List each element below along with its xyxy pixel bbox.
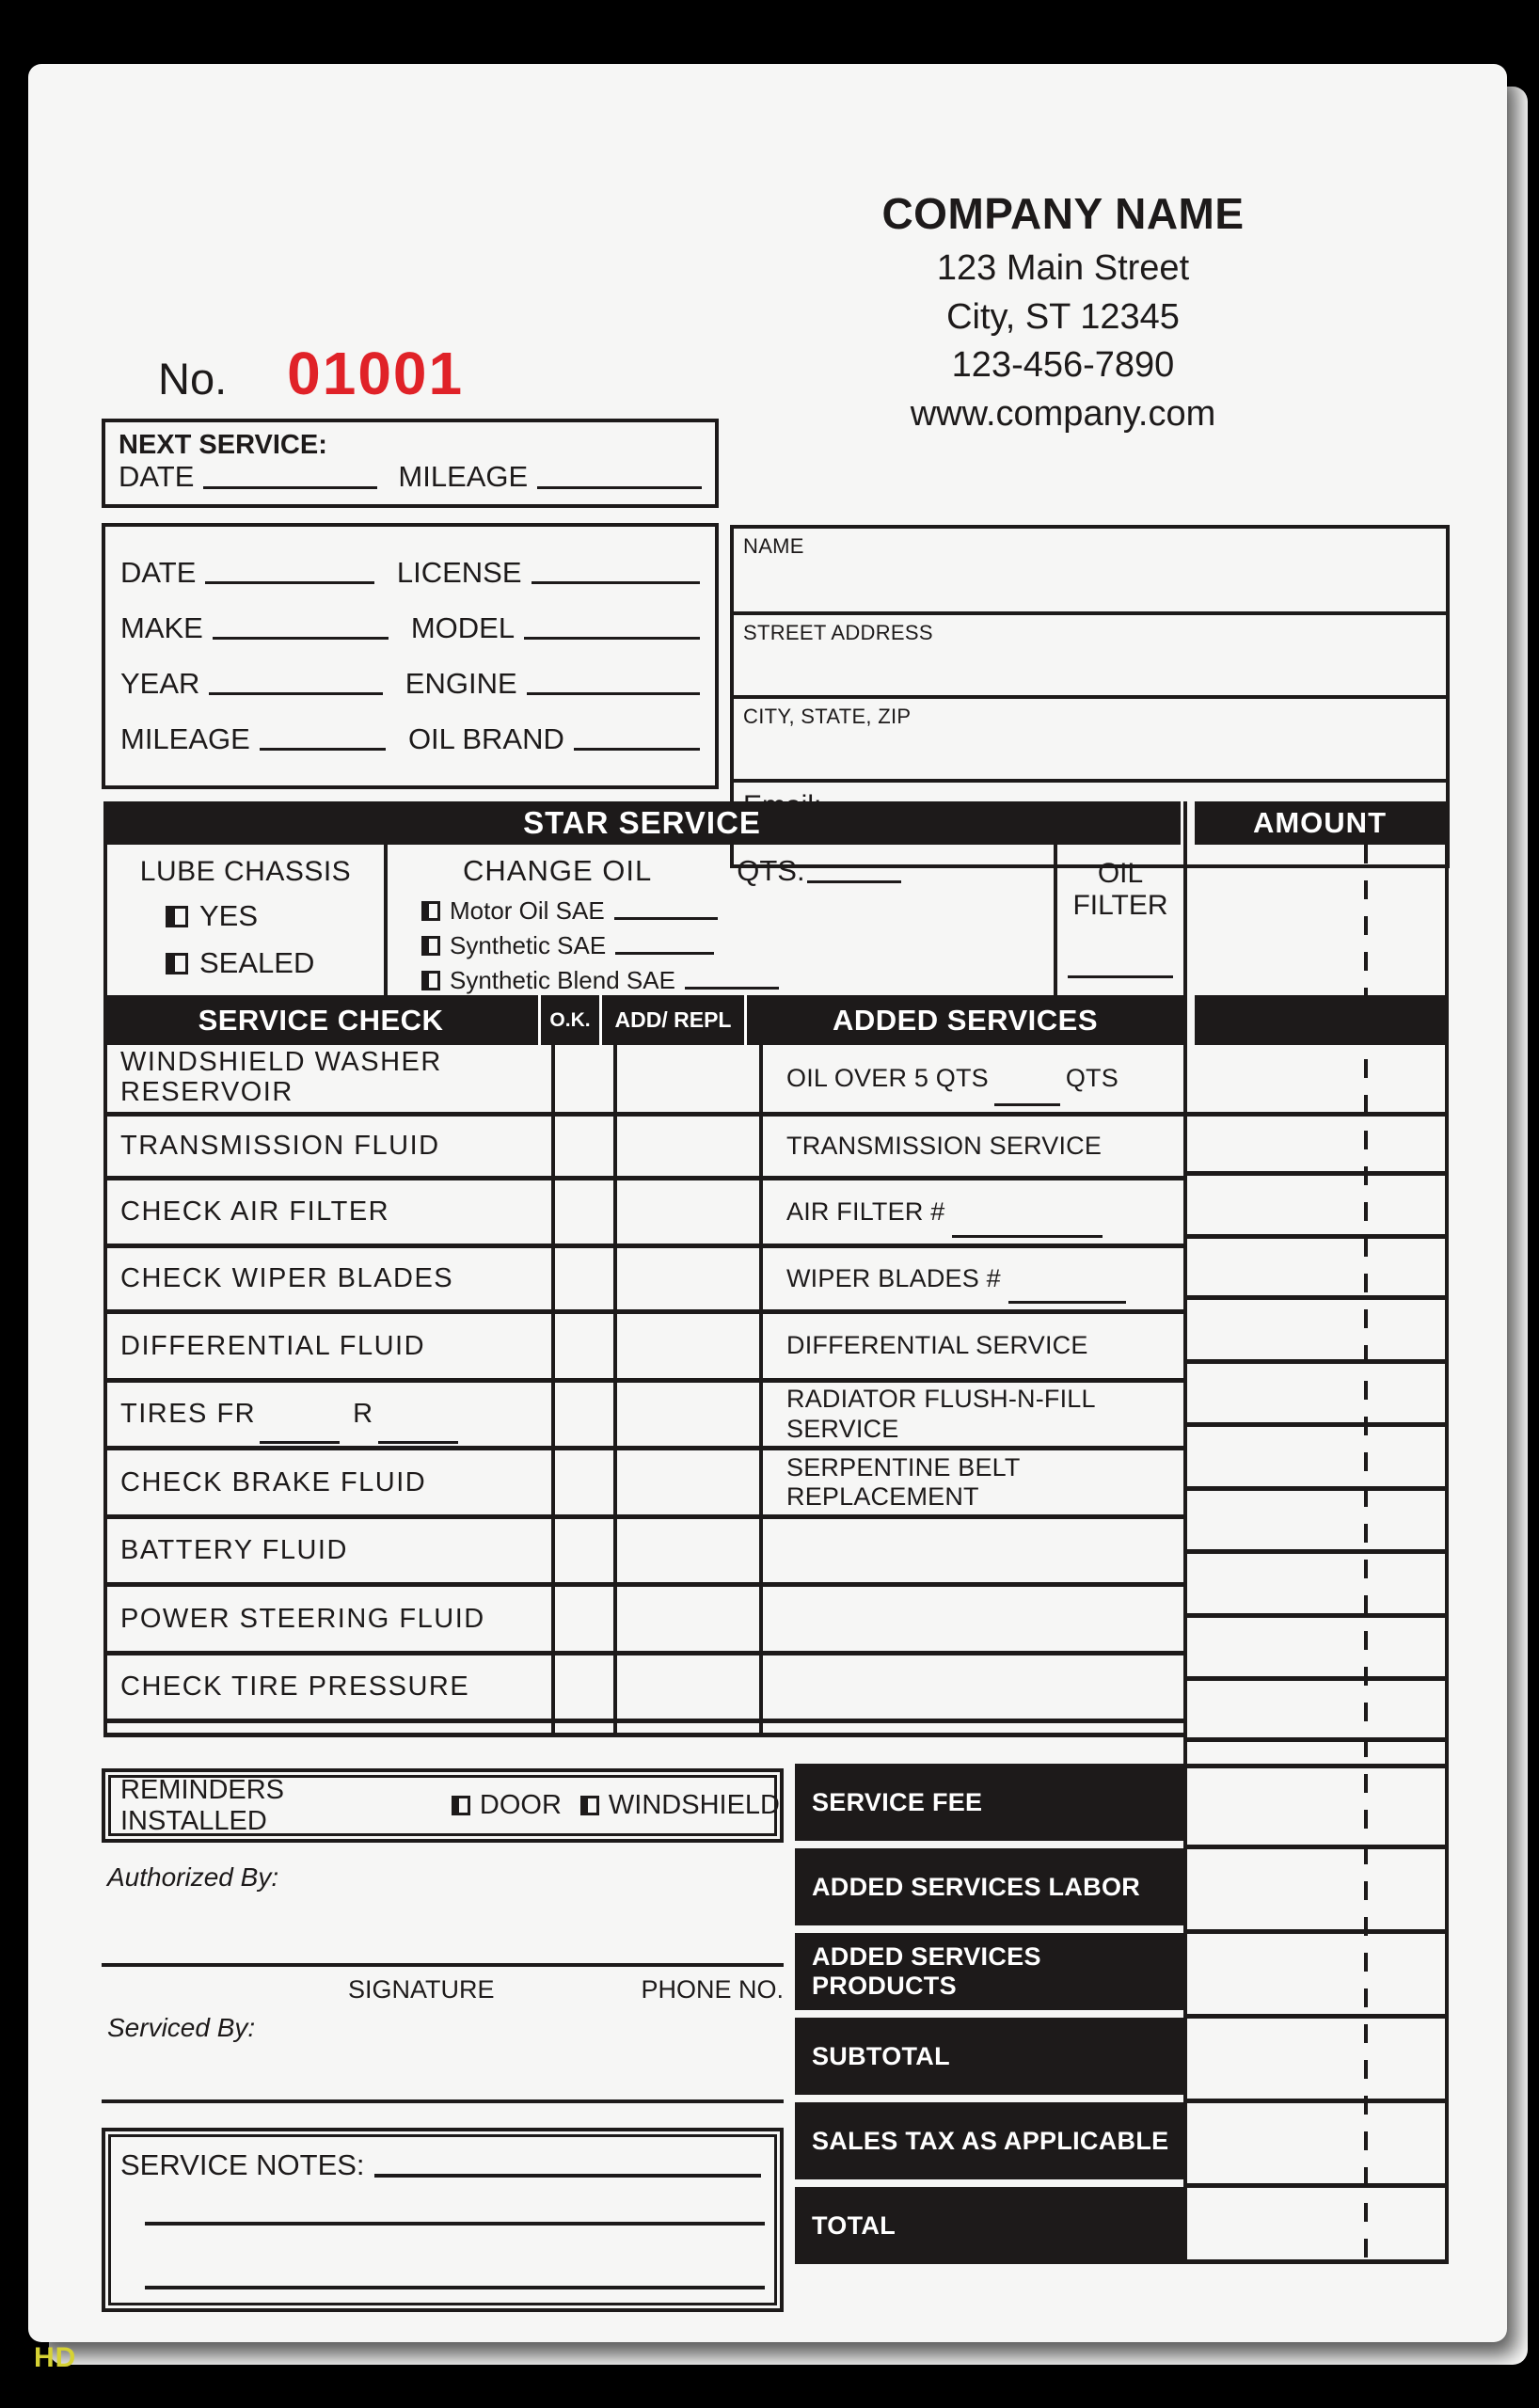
table-row [107,1383,1183,1450]
synthetic-blend-label: Synthetic Blend SAE [450,966,675,995]
change-oil-title: CHANGE OIL [463,854,653,887]
divider [1187,1112,1445,1117]
added-service-label: RADIATOR FLUSH-N-FILL SERVICE [759,1383,1183,1446]
ok-cell[interactable] [551,1117,613,1176]
air-filter-line[interactable] [952,1235,1103,1238]
motor-oil-line[interactable] [614,917,718,920]
ok-cell[interactable] [551,1383,613,1446]
oil-filter-line[interactable] [1068,975,1173,978]
added-service-label: TRANSMISSION SERVICE [759,1117,1183,1176]
qts-label: QTS. [737,854,805,887]
vehicle-make-line[interactable] [213,637,389,640]
oil-over-label: OIL OVER 5 QTS [786,1063,989,1092]
service-notes-row [105,2131,780,2181]
service-check-header [103,995,1183,1045]
door-label: DOOR [479,1790,562,1820]
check-item-label: CHECK WIPER BLADES [120,1263,454,1294]
vehicle-row [120,721,700,755]
checkbox-icon[interactable] [421,901,440,921]
vehicle-model-line[interactable] [524,637,700,640]
next-service-date-line[interactable] [203,486,377,489]
checkbox-icon[interactable] [166,953,188,974]
table-row [107,1450,1183,1519]
customer-street-box[interactable] [730,611,1450,699]
synthetic-option[interactable] [421,930,1054,959]
signature-line[interactable] [102,1963,784,1967]
company-header [677,188,1449,439]
ok-cell[interactable] [551,1450,613,1514]
added-service-label [759,1180,1183,1244]
table-row [107,1587,1183,1656]
checkbox-icon[interactable] [452,1796,470,1815]
check-item-label: TRANSMISSION FLUID [120,1131,440,1162]
table-row [107,1117,1183,1180]
table-row [107,1045,1183,1117]
total-row-added-services-labor [795,1848,1183,1925]
next-service-box [102,419,719,508]
tires-fr-line[interactable] [260,1441,340,1444]
ok-cell[interactable] [551,1248,613,1309]
change-oil-title-row [388,856,1054,887]
ok-cell[interactable] [551,1180,613,1244]
add-repl-cell[interactable] [613,1519,759,1582]
synthetic-blend-option[interactable] [421,968,1054,993]
total-label: ADDED SERVICES PRODUCTS [812,1942,1041,2000]
add-repl-cell[interactable] [613,1117,759,1176]
serviced-by-line[interactable] [102,2099,784,2103]
checkbox-icon[interactable] [166,906,188,927]
check-item-label: CHECK BRAKE FLUID [120,1466,427,1497]
synthetic-blend-line[interactable] [685,987,779,990]
total-row-sales-tax [795,2102,1183,2179]
vehicle-mileage-label: MILEAGE [120,721,250,755]
customer-city-box[interactable] [730,695,1450,783]
wiper-blades-line[interactable] [1008,1301,1126,1304]
added-service-label [759,1656,1183,1719]
divider [1187,2183,1445,2188]
check-item-label: POWER STEERING FLUID [120,1603,485,1634]
checkbox-icon[interactable] [421,971,440,990]
check-item-label: BATTERY FLUID [120,1535,348,1566]
vehicle-engine-label: ENGINE [405,666,517,700]
add-repl-cell[interactable] [613,1656,759,1719]
star-service-title: STAR SERVICE [523,805,761,840]
lube-sealed-option[interactable] [166,946,384,980]
total-row-added-services-products [795,1933,1183,2010]
vehicle-date-line[interactable] [205,581,373,584]
divider [1187,1171,1445,1176]
added-service-label [759,1587,1183,1651]
customer-name-label: NAME [743,534,804,558]
divider [1187,1359,1445,1364]
check-item-label: DIFFERENTIAL FLUID [120,1330,426,1361]
tires-fr-label: TIRES FR [120,1399,257,1430]
phone-no-caption: PHONE NO. [641,1975,784,2004]
star-service-header [103,801,1181,845]
oil-filter-title: OIL FILTER [1072,858,1168,921]
add-repl-cell[interactable] [613,1045,759,1112]
oil-over-qts-label: QTS [1065,1063,1119,1092]
divider [1187,1422,1445,1427]
divider [1187,1549,1445,1554]
check-item-label: CHECK AIR FILTER [120,1196,390,1228]
synthetic-line[interactable] [615,952,714,955]
synthetic-label: Synthetic SAE [450,930,607,959]
checkbox-icon[interactable] [421,936,440,956]
motor-oil-option[interactable] [421,895,1054,925]
tires-r-line[interactable] [378,1441,458,1444]
next-service-date-label: DATE [119,460,195,494]
customer-city-label: CITY, STATE, ZIP [743,705,912,728]
signature-caption: SIGNATURE [348,1975,495,2004]
check-item-label: CHECK TIRE PRESSURE [120,1671,470,1703]
check-item-label [107,1723,551,1733]
company-city: City, ST 12345 [946,296,1180,337]
vehicle-row [120,666,700,700]
added-service-label [759,1045,1183,1112]
add-repl-cell[interactable] [613,1180,759,1244]
amount-column [1183,801,1449,2264]
company-phone: 123-456-7890 [951,345,1175,386]
air-filter-label: AIR FILTER # [786,1196,945,1226]
company-website: www.company.com [910,394,1216,435]
added-service-label [759,1248,1183,1309]
signature-caption-row [102,1975,784,2004]
next-service-row [119,462,702,493]
divider [1187,2014,1445,2019]
check-item-label [107,1383,551,1446]
amount-header-label: AMOUNT [1252,806,1388,839]
change-oil-cell [384,845,1054,995]
form-number-value: 01001 [287,340,465,407]
ok-header: O.K. [549,1008,591,1031]
reminders-box [102,1768,784,1843]
divider [1187,1295,1445,1300]
add-repl-cell[interactable] [613,1383,759,1446]
wiper-blades-label: WIPER BLADES # [786,1263,1001,1292]
total-row-subtotal [795,2018,1183,2095]
oil-filter-cell [1054,845,1183,995]
vehicle-mileage-line[interactable] [260,748,386,751]
divider [1187,1486,1445,1491]
vehicle-date-label: DATE [120,555,197,589]
ok-cell[interactable] [551,1656,613,1719]
vehicle-row [120,555,700,589]
form-number-label: No. [158,354,228,404]
added-service-label [759,1450,1183,1514]
lube-chassis-cell [107,845,384,995]
serviced-by-label: Serviced By: [107,2013,256,2042]
vehicle-license-line[interactable] [532,581,700,584]
added-services-header: ADDED SERVICES [832,1003,1099,1037]
divider [1187,1764,1445,1768]
ok-cell[interactable] [551,1045,613,1112]
company-name: COMPANY NAME [881,189,1245,238]
total-row-service-fee [795,1764,1183,1841]
lube-sealed-label: SEALED [199,946,315,979]
total-label: TOTAL [812,2210,896,2240]
service-check-table [103,1045,1183,1737]
added-service-label: DIFFERENTIAL SERVICE [759,1314,1183,1378]
customer-name-box[interactable] [730,525,1450,615]
ok-cell[interactable] [551,1587,613,1651]
ok-header-cell [538,995,599,1045]
divider [1187,1613,1445,1618]
next-service-mileage-label: MILEAGE [398,460,529,494]
vehicle-model-label: MODEL [410,610,516,644]
added-services-header-cell [744,995,1183,1045]
authorized-by-label: Authorized By: [107,1862,279,1892]
checkbox-icon[interactable] [580,1796,599,1815]
table-row [107,1723,1183,1737]
service-notes-label: SERVICE NOTES: [120,2148,365,2181]
table-row [107,1656,1183,1723]
divider [1187,1676,1445,1681]
reminders-label: REMINDERS INSTALLED [120,1774,285,1836]
next-service-title: NEXT SERVICE: [119,430,327,460]
amount-subheader-block [1195,995,1445,1045]
form-number [158,339,464,408]
total-label: ADDED SERVICES LABOR [812,1872,1141,1901]
vehicle-make-label: MAKE [120,610,203,644]
tires-r-label: R [353,1399,374,1430]
service-check-title: SERVICE CHECK [198,1003,444,1037]
windshield-label: WINDSHIELD [608,1790,780,1820]
vehicle-year-label: YEAR [120,666,200,700]
ok-cell[interactable] [551,1519,613,1582]
added-service-label [759,1723,1183,1733]
divider [1187,1845,1445,1849]
service-check-title-cell [103,995,538,1045]
hd-watermark: HD [34,2342,77,2373]
table-row [107,1180,1183,1248]
ok-cell[interactable] [551,1723,613,1733]
divider [1187,1737,1445,1742]
vehicle-license-label: LICENSE [396,555,522,589]
lube-yes-label: YES [199,899,259,932]
total-label: SALES TAX AS APPLICABLE [812,2126,1169,2155]
table-row [107,1314,1183,1383]
vehicle-oil-brand-label: OIL BRAND [407,721,564,755]
vehicle-year-line[interactable] [209,692,382,695]
qts-line[interactable] [807,880,901,883]
oil-over-line[interactable] [994,1103,1060,1106]
lube-yes-option[interactable] [166,899,384,933]
vehicle-oil-brand-line[interactable] [574,748,700,751]
table-row [107,1519,1183,1587]
total-label: SUBTOTAL [812,2041,950,2070]
added-service-label [759,1519,1183,1582]
divider [1187,1234,1445,1239]
next-service-mileage-line[interactable] [537,486,702,489]
add-repl-cell[interactable] [613,1248,759,1309]
service-notes-box [102,2128,784,2312]
total-label: SERVICE FEE [812,1787,983,1816]
total-row-total [795,2187,1183,2264]
amount-header [1195,801,1445,845]
divider [1187,2099,1445,2103]
motor-oil-label: Motor Oil SAE [450,895,605,925]
lube-chassis-title: LUBE CHASSIS [139,856,352,887]
add-repl-cell[interactable] [613,1450,759,1514]
add-repl-cell[interactable] [613,1587,759,1651]
customer-street-label: STREET ADDRESS [743,621,933,644]
service-notes-line-3[interactable] [145,2286,765,2289]
serpentine-label: SERPENTINE BELT REPLACEMENT [786,1452,1021,1511]
table-row [107,1248,1183,1314]
add-repl-cell[interactable] [613,1723,759,1733]
vehicle-engine-line[interactable] [527,692,700,695]
vehicle-row [120,610,700,644]
add-repl-cell[interactable] [613,1314,759,1378]
service-notes-line-2[interactable] [145,2222,765,2226]
service-notes-line-1[interactable] [374,2174,761,2178]
company-street: 123 Main Street [936,248,1190,288]
check-item-label: WINDSHIELD WASHER RESERVOIR [120,1047,442,1108]
divider [1187,1929,1445,1934]
vehicle-info-box [102,523,719,789]
ok-cell[interactable] [551,1314,613,1378]
star-service-row [103,845,1183,995]
add-repl-header-cell [599,995,744,1045]
add-repl-header: ADD/ REPL [614,1007,732,1032]
service-form-page [28,64,1507,2342]
